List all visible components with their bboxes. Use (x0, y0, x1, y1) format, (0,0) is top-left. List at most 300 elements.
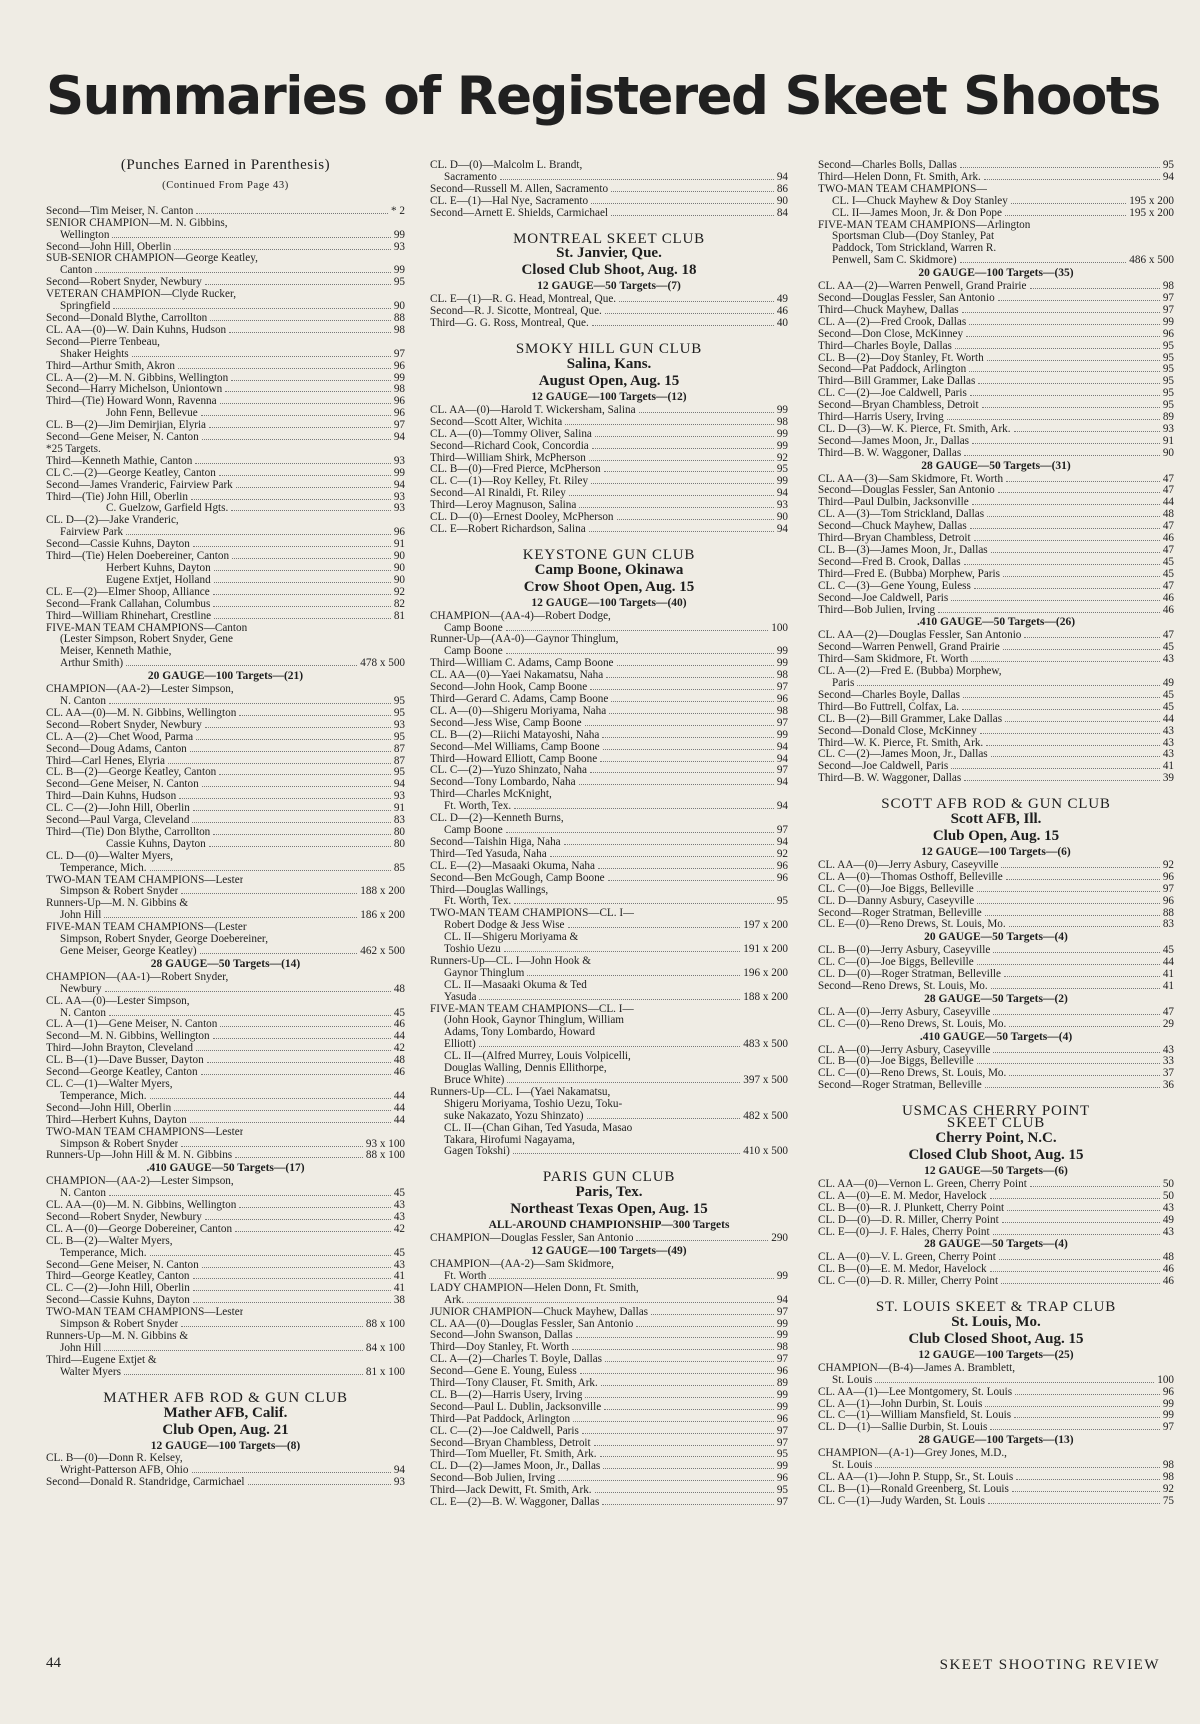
result-line (818, 666, 1174, 678)
result-line (430, 837, 788, 849)
result-line (430, 992, 788, 1004)
result-line (430, 1063, 788, 1075)
result-line (46, 313, 405, 325)
dot-leader (964, 780, 1160, 781)
entry-text: Takara, Hirofumi Nagayama, (444, 1134, 575, 1146)
result-line (818, 293, 1174, 305)
result-line (430, 873, 788, 885)
entry-text: CL. A—(0)—Jerry Asbury, Caseyville (818, 1006, 991, 1018)
entry-text: Simpson & Robert Snyder (60, 1319, 179, 1331)
entry-text: SUB-SENIOR CHAMPION—George Keatley, (46, 253, 258, 265)
dot-leader (193, 546, 391, 547)
dot-leader (1005, 721, 1160, 722)
dot-leader (113, 308, 390, 309)
entry-text: CL. AA—(1)—Lee Montgomery, St. Louis (818, 1386, 1013, 1398)
result-line (46, 551, 405, 563)
dot-leader (202, 439, 391, 440)
dot-leader (595, 436, 774, 437)
entry-text: CL. E—(0)—Reno Drews, St. Louis, Mo. (818, 919, 1006, 931)
result-line (46, 396, 405, 408)
result-line (46, 611, 405, 623)
score: 44 (393, 1102, 405, 1114)
score: 99 (393, 229, 405, 241)
entry-text: Sportsman Club—(Doy Stanley, Pat (832, 231, 995, 243)
score: 90 (393, 574, 405, 586)
dot-leader (205, 284, 391, 285)
result-line (818, 593, 1174, 605)
result-line (818, 412, 1174, 424)
entry-text: Second—Joe Caldwell, Paris (818, 592, 949, 604)
dot-leader (181, 1326, 362, 1327)
result-line (818, 485, 1174, 497)
dot-leader (990, 1429, 1159, 1430)
score: 90 (393, 301, 405, 313)
entry-text: Third—(Tie) Helen Doebereiner, Canton (46, 551, 230, 563)
score: 99 (776, 476, 788, 488)
result-line (430, 1449, 788, 1461)
result-line (46, 1295, 405, 1307)
dot-leader (104, 1350, 363, 1351)
result-line (430, 476, 788, 488)
score: 97 (1162, 883, 1174, 895)
entry-text: Simpson & Robert Snyder (60, 1138, 179, 1150)
score: 96 (1162, 895, 1174, 907)
score: 44 (393, 1114, 405, 1126)
dot-leader (489, 1278, 773, 1279)
result-line (430, 1039, 788, 1051)
score: 99 (393, 467, 405, 479)
entry-text: Third—Chuck Mayhew, Dallas (818, 304, 959, 316)
dot-leader (150, 1255, 391, 1256)
entry-text: Paris (832, 677, 855, 689)
dot-leader (467, 1302, 774, 1303)
score: 95 (776, 1449, 788, 1461)
result-line (430, 1438, 788, 1450)
score: 97 (1162, 304, 1174, 316)
dot-leader (202, 786, 391, 787)
entry-text: Second—Gene Meiser, N. Canton (46, 432, 199, 444)
score: 96 (393, 527, 405, 539)
result-line (818, 569, 1174, 581)
entry-text: Third—G. G. Ross, Montreal, Que. (430, 318, 589, 330)
score: 45 (1162, 556, 1174, 568)
event-title: Northeast Texas Open, Aug. 15 (510, 1201, 708, 1218)
result-line (46, 515, 405, 527)
result-line (46, 444, 405, 456)
result-line (430, 512, 788, 524)
dot-leader (611, 701, 773, 702)
result-line (46, 1019, 405, 1031)
entry-text: CL. A—(0)—Thomas Osthoff, Belleville (818, 871, 1003, 883)
result-line (46, 265, 405, 277)
entry-text: SENIOR CHAMPION—M. N. Gibbins, (46, 217, 228, 229)
dot-leader (124, 1374, 363, 1375)
result-line (430, 706, 788, 718)
result-line (430, 318, 788, 330)
score: 93 (1162, 423, 1174, 435)
entry-text: Second—Scott Alter, Wichita (430, 416, 563, 428)
result-line (818, 630, 1174, 642)
score: 96 (1162, 1386, 1174, 1398)
result-line (46, 1043, 405, 1055)
dot-leader (980, 733, 1160, 734)
score: 99 (1162, 1410, 1174, 1422)
result-line (818, 376, 1174, 388)
score: 37 (1162, 1068, 1174, 1080)
entry-text: Third—Sam Skidmore, Ft. Worth (818, 654, 969, 666)
entry-text: CL. D—(0)—Ernest Dooley, McPherson (430, 512, 614, 524)
result-line (46, 803, 405, 815)
entry-text: Second—Bryan Chambless, Detroit (818, 400, 979, 412)
gauge-header: 28 GAUGE—100 Targets—(13) (918, 1434, 1074, 1447)
entry-text: Third—(Tie) Howard Wonn, Ravenna (46, 396, 217, 408)
score: 41 (393, 1283, 405, 1295)
result-line (46, 289, 405, 301)
dot-leader (988, 1503, 1160, 1504)
dot-leader (219, 774, 391, 775)
result-line (46, 779, 405, 791)
gauge-header: .410 GAUGE—50 Targets—(26) (916, 616, 1076, 629)
dot-leader (998, 492, 1160, 493)
dot-leader (857, 685, 1159, 686)
score: 45 (393, 1188, 405, 1200)
result-line (46, 946, 405, 958)
score: 90 (393, 551, 405, 563)
result-line (430, 968, 788, 980)
club-name: SCOTT AFB ROD & GUN CLUB (881, 796, 1111, 813)
score: 93 (393, 241, 405, 253)
result-line (818, 714, 1174, 726)
result-line (46, 658, 405, 670)
result-line (818, 220, 1174, 232)
entry-text: Second—Gene Meiser, N. Canton (46, 779, 199, 791)
gauge-header: 12 GAUGE—100 Targets—(25) (918, 1348, 1074, 1361)
entry-text: John Hill (60, 1342, 102, 1354)
score: 98 (1162, 1460, 1174, 1472)
dot-leader (550, 856, 774, 857)
result-line (430, 160, 788, 172)
result-line (818, 557, 1174, 569)
dot-leader (875, 1467, 1159, 1468)
dot-leader (239, 1207, 390, 1208)
score: 195 x 200 (1129, 195, 1174, 207)
score: 94 (776, 741, 788, 753)
entry-text: Second—Roger Stratman, Belleville (818, 907, 982, 919)
entry-text: Shaker Heights (60, 348, 129, 360)
dot-leader (590, 772, 774, 773)
result-line (818, 908, 1174, 920)
entry-text: suke Nakazato, Yozu Shinzato) (444, 1110, 584, 1122)
score: 43 (1162, 749, 1174, 761)
score: 97 (776, 717, 788, 729)
entry-text: CL. AA—(0)—Harold T. Wickersham, Salina (430, 404, 636, 416)
dot-leader (589, 531, 774, 532)
entry-text: CL. C—(3)—Gene Young, Euless (818, 580, 971, 592)
score: 47 (1162, 485, 1174, 497)
result-line (46, 384, 405, 396)
score: 98 (393, 384, 405, 396)
entry-text: Second—George Keatley, Canton (46, 1067, 198, 1079)
dot-leader (1004, 976, 1160, 977)
dot-leader (966, 336, 1160, 337)
result-line (818, 1007, 1174, 1019)
entry-text: CL. B—(0)—Joe Biggs, Belleville (818, 1056, 974, 1068)
score: 90 (393, 563, 405, 574)
result-line (430, 208, 788, 220)
score: 92 (393, 586, 405, 598)
result-line (818, 281, 1174, 293)
result-line (430, 932, 788, 944)
entry-text: CL. A—(1)—John Durbin, St. Louis (818, 1398, 983, 1410)
result-line (818, 400, 1174, 412)
result-line (430, 658, 788, 670)
dot-leader (195, 463, 390, 464)
result-line (430, 920, 788, 932)
dot-leader (150, 870, 391, 871)
entry-text: Third—Herbert Kuhns, Dayton (46, 1114, 187, 1126)
score: 44 (1162, 497, 1174, 509)
entry-text: CL. AA—(0)—W. Dain Kuhns, Hudson (46, 324, 227, 336)
gauge-header: 12 GAUGE—50 Targets—(6) (924, 1164, 1068, 1177)
dot-leader (231, 380, 391, 381)
result-line (46, 934, 405, 946)
score: 43 (1162, 725, 1174, 737)
event-title: Crow Shoot Open, Aug. 15 (523, 578, 695, 595)
entry-text: TWO-MAN TEAM CHAMPIONS—CL. I— (430, 908, 635, 920)
dot-leader (126, 665, 357, 666)
score: 43 (1162, 1044, 1174, 1056)
dot-leader (587, 1118, 741, 1119)
dot-leader (617, 665, 774, 666)
dot-leader (993, 1014, 1159, 1015)
dot-leader (604, 1409, 774, 1410)
result-line (818, 654, 1174, 666)
result-line (46, 349, 405, 361)
entry-text: CL. A—(2)—Charles T. Boyle, Dallas (430, 1354, 603, 1366)
result-line (818, 172, 1174, 184)
entry-text: Herbert Kuhns, Dayton (106, 563, 211, 574)
dot-leader (126, 534, 391, 535)
result-line (818, 1215, 1174, 1227)
entry-text: CL. C—(2)—James Moon, Jr., Dallas (818, 749, 988, 761)
score: 43 (393, 1259, 405, 1271)
dot-leader (1012, 1491, 1160, 1492)
result-line (46, 408, 405, 420)
entry-text: Second—Tim Meiser, N. Canton (46, 205, 194, 217)
entry-text: Second—John Hook, Camp Boone (430, 682, 588, 694)
entry-text: Springfield (60, 301, 111, 313)
entry-text: Third—John Brayton, Cleveland (46, 1043, 193, 1055)
result-line (818, 305, 1174, 317)
result-line (818, 255, 1174, 267)
result-line (818, 424, 1174, 436)
result-line (46, 1477, 405, 1489)
entry-text: Second—Jess Wise, Camp Boone (430, 717, 582, 729)
entry-text: Second—Donald R. Standridge, Carmichael (46, 1477, 245, 1489)
entry-text: Second—Douglas Fessler, San Antonio (818, 292, 995, 304)
club-location: Paris, Tex. (575, 1184, 643, 1201)
entry-text: N. Canton (60, 695, 106, 707)
entry-text: Arthur Smith) (60, 658, 124, 670)
score: 29 (1162, 1018, 1174, 1030)
entry-text: Third—Ted Yasuda, Naha (430, 848, 547, 860)
result-line (818, 738, 1174, 750)
entry-text: St. Louis (832, 1374, 873, 1386)
entry-text: CL. I—Chuck Mayhew & Doy Stanley (832, 195, 1008, 207)
result-line (430, 1111, 788, 1123)
result-line (46, 1283, 405, 1295)
entry-text: Third—Bill Grammer, Lake Dallas (818, 376, 976, 388)
result-line (46, 1271, 405, 1283)
dot-leader (205, 727, 391, 728)
dot-leader (970, 395, 1160, 396)
entry-text: Wright-Patterson AFB, Ohio (60, 1465, 189, 1477)
dot-leader (1011, 203, 1126, 204)
entry-text: CL. D—(0)—Malcolm L. Brandt, (430, 160, 583, 171)
score: 40 (776, 318, 788, 330)
result-line (46, 1200, 405, 1212)
result-line (46, 1079, 405, 1091)
score: 86 (776, 183, 788, 195)
gauge-header: 12 GAUGE—100 Targets—(40) (531, 596, 687, 609)
result-line (46, 1139, 405, 1151)
entry-text: Toshio Uezu (444, 944, 501, 956)
score: 188 x 200 (360, 886, 405, 898)
score: 88 x 100 (365, 1150, 405, 1162)
page-title: Summaries of Registered Skeet Shoots (46, 66, 1160, 127)
score: 96 (776, 694, 788, 705)
result-line (430, 1390, 788, 1402)
dot-leader (213, 594, 391, 595)
score: 47 (1162, 473, 1174, 485)
entry-text: CL. AA—(1)—John P. Stupp, Sr., St. Louis (818, 1472, 1014, 1483)
result-line (818, 1056, 1174, 1068)
result-line (430, 1342, 788, 1354)
score: 91 (393, 803, 405, 815)
dot-leader (977, 891, 1160, 892)
result-line (430, 944, 788, 956)
result-line (818, 196, 1174, 208)
entry-text: CL. A—(2)—Fred Crook, Dallas (818, 316, 967, 328)
entry-text: Second—Joe Caldwell, Paris (818, 761, 949, 773)
score: 99 (776, 646, 788, 658)
score: 99 (776, 658, 788, 670)
entry-text: Second—Frank Callahan, Columbus (46, 598, 211, 610)
score: 96 (776, 1413, 788, 1425)
result-line (818, 388, 1174, 400)
dot-leader (527, 975, 740, 976)
entry-text: JUNIOR CHAMPION—Chuck Mayhew, Dallas (430, 1306, 649, 1318)
result-line (46, 972, 405, 984)
result-line (46, 277, 405, 289)
score: 43 (393, 1211, 405, 1223)
dot-leader (977, 903, 1160, 904)
entry-text: Bruce White) (444, 1075, 505, 1086)
entry-text: CL. A—(2)—Fred E. (Bubba) Morphew, (818, 666, 1002, 678)
entry-text: Runners-Up—CL. I—John Hook & (430, 955, 591, 967)
entry-text: Newbury (60, 983, 102, 995)
result-line (46, 767, 405, 779)
entry-text: Second—James Moon, Jr., Dallas (818, 435, 970, 447)
entry-text: Second—John Hill, Oberlin (46, 1102, 172, 1114)
dot-leader (192, 1472, 391, 1473)
entry-text: TWO-MAN TEAM CHAMPIONS—Lester (46, 1307, 244, 1319)
score: 45 (1162, 945, 1174, 957)
entry-text: Third—Bob Julien, Irving (818, 604, 936, 616)
score: 94 (776, 753, 788, 765)
result-line (430, 524, 788, 536)
dot-leader (220, 403, 391, 404)
entry-text: CL. A—(0)—George Dobereiner, Canton (46, 1223, 233, 1235)
entry-text: Meiser, Kenneth Mathie, (60, 646, 172, 658)
dot-leader (235, 1157, 363, 1158)
result-line (818, 642, 1174, 654)
entry-text: CL. AA—(0)—M. N. Gibbins, Wellington (46, 707, 237, 719)
result-line (818, 509, 1174, 521)
entry-text: CHAMPION—(AA-2)—Sam Skidmore, (430, 1258, 614, 1270)
result-line (430, 1146, 788, 1158)
result-line (46, 242, 405, 254)
score: 47 (1162, 1006, 1174, 1018)
score: 46 (393, 1019, 405, 1031)
score: 100 (771, 622, 788, 634)
gauge-header: 12 GAUGE—100 Targets—(49) (531, 1245, 687, 1258)
dot-leader (248, 1484, 391, 1485)
score: 94 (393, 432, 405, 444)
result-line (430, 1414, 788, 1426)
dot-leader (236, 487, 391, 488)
result-line (46, 1055, 405, 1067)
dot-leader (209, 846, 391, 847)
dot-leader (506, 653, 774, 654)
club-name: SKEET CLUB (946, 1115, 1046, 1132)
entry-text: Third—Bo Futtrell, Colfax, La. (818, 701, 960, 713)
entry-text: CL. C—(0)—Joe Biggs, Belleville (818, 883, 974, 895)
result-line (430, 1378, 788, 1390)
entry-text: CL. D—(0)—Walter Myers, (46, 850, 174, 862)
score: 92 (776, 848, 788, 860)
score: 41 (1162, 969, 1174, 981)
gauge-header: 20 GAUGE—50 Targets—(4) (924, 931, 1068, 944)
dot-leader (990, 1198, 1160, 1199)
result-line (818, 1068, 1174, 1080)
score: 97 (1162, 292, 1174, 304)
score: 98 (1162, 281, 1174, 293)
gauge-header: 12 GAUGE—100 Targets—(8) (150, 1439, 301, 1452)
entry-text: CHAMPION—Douglas Fessler, San Antonio (430, 1233, 634, 1245)
dot-leader (200, 953, 358, 954)
result-line (430, 1330, 788, 1342)
entry-text: Second—Ben McGough, Camp Boone (430, 872, 605, 884)
dot-leader (201, 415, 391, 416)
dot-leader (150, 1098, 391, 1099)
entry-text: CHAMPION—(A-1)—Grey Jones, M.D., (818, 1448, 1007, 1460)
dot-leader (201, 1074, 391, 1075)
score: 48 (393, 983, 405, 995)
score: 92 (776, 452, 788, 464)
dot-leader (1009, 926, 1160, 927)
dot-leader (1015, 1394, 1160, 1395)
score: 43 (1162, 654, 1174, 666)
dot-leader (600, 1456, 774, 1457)
dot-leader (576, 1337, 774, 1338)
entry-text: CL. B—(2)—Walter Myers, (46, 1235, 173, 1247)
score: 90 (776, 512, 788, 524)
result-line (430, 1366, 788, 1378)
dot-leader (105, 991, 391, 992)
entry-text: Second—Reno Drews, St. Louis, Mo. (818, 981, 988, 992)
entry-text: CL. C—(0)—Reno Drews, St. Louis, Mo. (818, 1068, 1007, 1080)
